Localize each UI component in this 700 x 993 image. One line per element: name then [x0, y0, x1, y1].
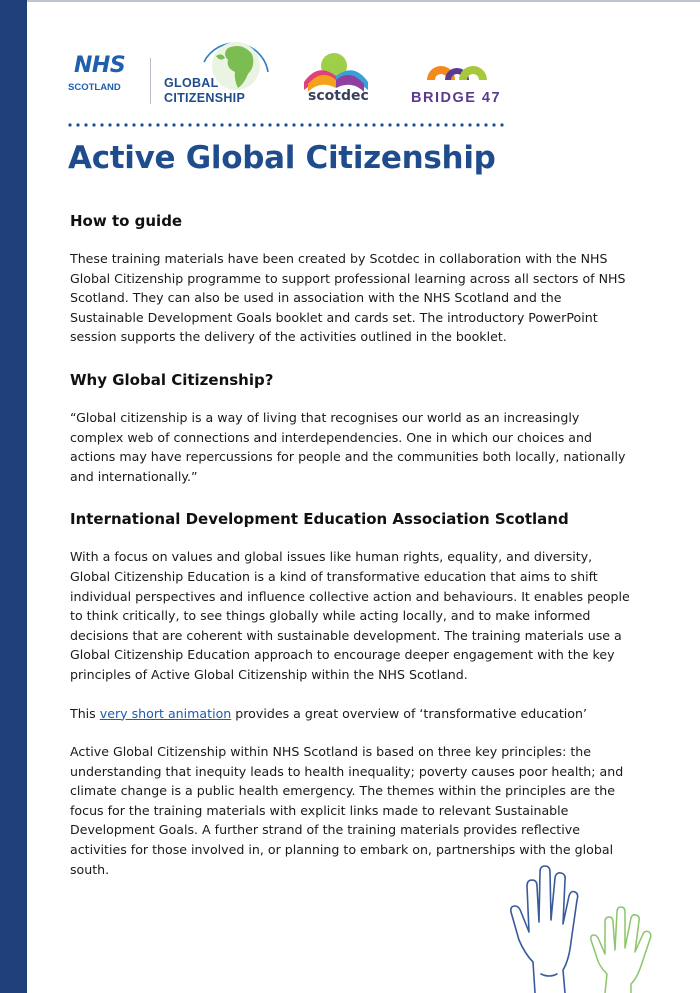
nhs-logo-text: NHS	[74, 53, 126, 78]
global-logo-line2: CITIZENSHIP	[164, 91, 246, 105]
blue-hand-icon	[511, 866, 578, 993]
global-citizenship-logo	[164, 32, 274, 112]
left-sidebar-band	[0, 0, 27, 993]
animation-prefix: This	[70, 705, 100, 721]
partner-logos	[68, 32, 508, 112]
principles-paragraph: Active Global Citizenship within NHS Scotland is based on three key principles: the understanding that inequity leads to health inequality; poverty causes poor health; and climate change is a public health emergency. The themes within the principles are the focus for the training materials with explicit links made to relevant Sustainable Development Goals. A further strand of the training materials provides reflective activities for those involved in, or planning to embark on, partnerships with the global south.	[70, 744, 624, 877]
scotdec-logo	[298, 52, 378, 110]
document-body	[70, 212, 636, 879]
nhs-scotland-logo	[68, 54, 138, 104]
logo-divider	[150, 58, 151, 104]
green-hand-icon	[591, 907, 651, 993]
page-title: Active Global Citizenship	[68, 140, 496, 176]
ideas-paragraph: With a focus on values and global issues like human rights, equality, and diversity, Global Citizenship Education is a kind of transformative education that aims to shift individual perspectives and influence collective action and behaviours. It enables people to think critically, to see things globally while acting locally, and to make informed decisions that are coherent with sustainable development. The training materials use a Global Citizenship Education approach to encourage deeper engagement with the key principles of Active Global Citizenship within the NHS Scotland.	[70, 549, 630, 682]
how-to-paragraph: These training materials have been created by Scotdec in collaboration with the NHS Global Citizenship programme to support professional learning across all sectors of NHS Scotland. They can also be used in association with the NHS Scotland and the Sustainable Development Goals booklet and cards set. The introductory PowerPoint session supports the delivery of the activities outlined in the booklet.	[70, 251, 626, 345]
why-quote-paragraph: “Global citizenship is a way of living that recognises our world as an increasingly complex web of connections and interdependencies. One in which our choices and actions may have repercussions for people and the communities both locally, nationally and internationally.”	[70, 409, 626, 484]
top-border	[27, 0, 700, 2]
animation-paragraph	[70, 704, 636, 724]
how-to-heading: How to guide	[70, 212, 183, 230]
scotdec-logo-text: scotdec	[308, 88, 369, 104]
ideas-heading: International Development Education Association Scotland	[70, 510, 569, 529]
global-logo-line1: GLOBAL	[164, 76, 219, 90]
hands-illustration	[505, 862, 675, 993]
animation-suffix: provides a great overview of ‘transformative education’	[231, 705, 587, 721]
dotted-divider	[68, 122, 508, 128]
bridge47-logo	[411, 62, 511, 112]
animation-link[interactable]: very short animation	[99, 705, 232, 721]
nhs-logo-subtext: SCOTLAND	[68, 82, 121, 93]
bridge-arches-icon	[425, 62, 489, 82]
why-heading: Why Global Citizenship?	[70, 370, 274, 389]
bridge47-logo-text: BRIDGE 47	[411, 90, 502, 106]
